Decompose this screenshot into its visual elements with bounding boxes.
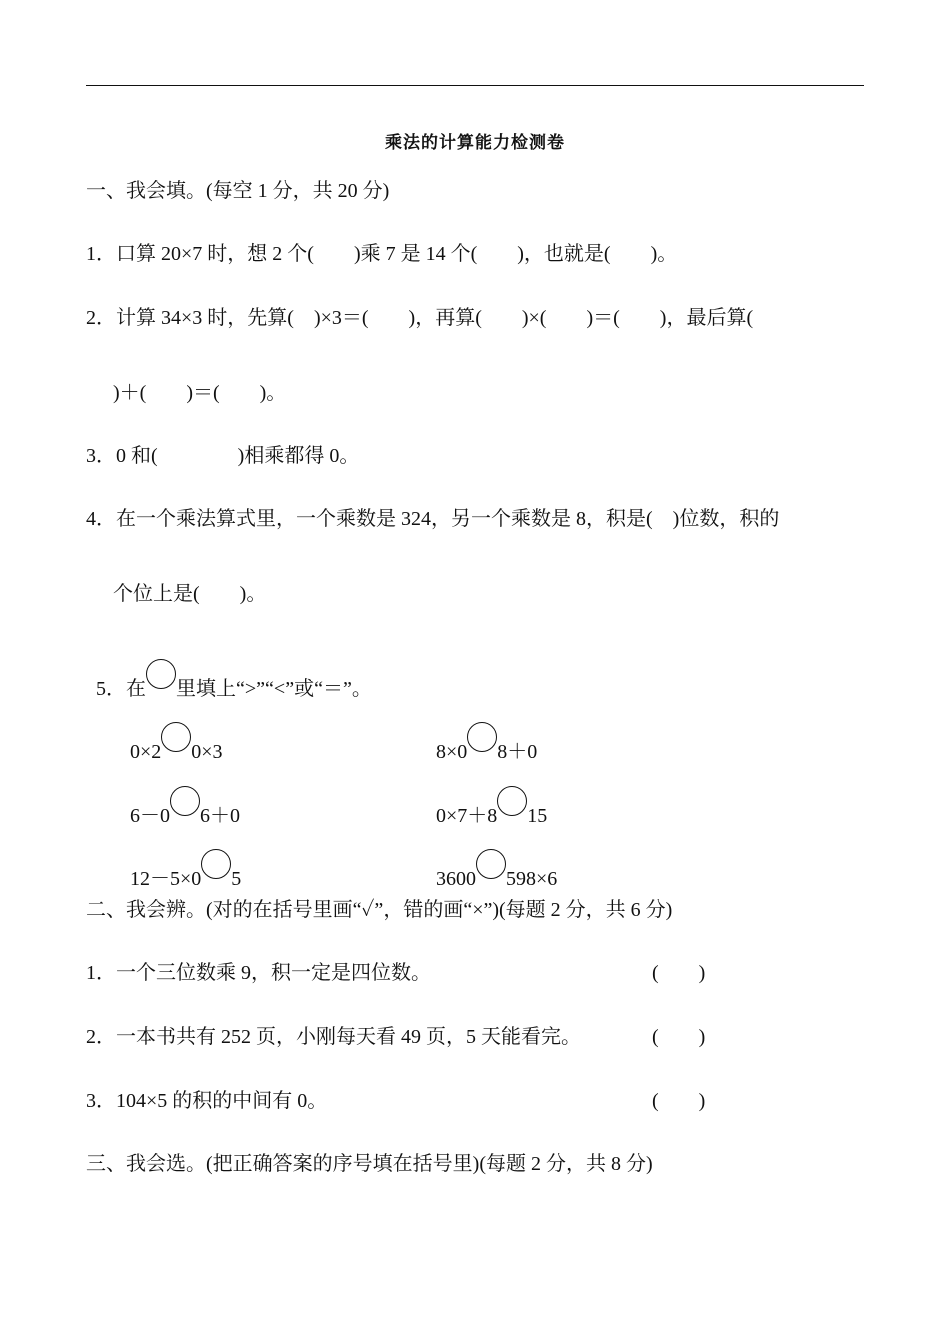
- compare-circle-icon[interactable]: [476, 849, 506, 879]
- compare-right: 6＋0: [200, 805, 240, 827]
- answer-paren-3[interactable]: ( ): [652, 1090, 706, 1112]
- compare-circle-icon[interactable]: [467, 722, 497, 752]
- question-2-line1: 2．计算 34×3 时，先算( )×3＝( )，再算( )×( )＝( )，最后算(: [86, 307, 754, 329]
- compare-left: 6－0: [130, 805, 170, 827]
- compare-left: 0×7＋8: [436, 805, 498, 827]
- judge-item-3: 3．104×5 的积的中间有 0。: [86, 1090, 328, 1112]
- compare-right: 0×3: [191, 741, 223, 763]
- compare-right: 15: [527, 805, 548, 827]
- section2-heading: 二、我会辨。(对的在括号里画“✓”，错的画“×”)(每题 2 分，共 6 分): [86, 899, 673, 921]
- answer-paren-1[interactable]: ( ): [652, 962, 706, 984]
- compare-circle-icon[interactable]: [497, 786, 527, 816]
- answer-paren-2[interactable]: ( ): [652, 1026, 706, 1048]
- judge-item-1: 1．一个三位数乘 9，积一定是四位数。: [86, 962, 431, 984]
- question-1: 1．口算 20×7 时，想 2 个( )乘 7 是 14 个( )，也就是( )。: [86, 243, 678, 265]
- question-3: 3．0 和( )相乘都得 0。: [86, 445, 360, 467]
- question-5-suffix: 里填上“>”“<”或“＝”。: [176, 678, 372, 700]
- compare-left: 3600: [436, 868, 476, 890]
- judge-item-2: 2．一本书共有 252 页，小刚每天看 49 页，5 天能看完。: [86, 1026, 581, 1048]
- compare-right: 598×6: [506, 868, 558, 890]
- question-4-line2: 个位上是( )。: [113, 583, 267, 605]
- question-4-line1: 4．在一个乘法算式里，一个乘数是 324，另一个乘数是 8，积是( )位数，积的: [86, 508, 780, 530]
- compare-left: 12－5×0: [130, 868, 202, 890]
- compare-left: 8×0: [436, 741, 468, 763]
- compare-circle-icon[interactable]: [146, 659, 176, 689]
- compare-circle-icon[interactable]: [161, 722, 191, 752]
- compare-item-1: [120, 706, 223, 765]
- compare-circle-icon[interactable]: [170, 786, 200, 816]
- compare-item-3: [120, 770, 240, 829]
- compare-circle-icon[interactable]: [201, 849, 231, 879]
- page-title: 乘法的计算能力检测卷: [385, 133, 565, 153]
- section1-heading: 一、我会填。(每空 1 分，共 20 分): [86, 180, 390, 202]
- compare-item-6: [426, 833, 557, 892]
- question-5: [86, 643, 372, 702]
- compare-right: 8＋0: [497, 741, 538, 763]
- compare-left: 0×2: [130, 741, 162, 763]
- compare-right: 5: [231, 868, 242, 890]
- compare-item-5: [120, 833, 241, 892]
- compare-item-2: [426, 706, 537, 765]
- compare-item-4: [426, 770, 547, 829]
- section3-heading: 三、我会选。(把正确答案的序号填在括号里)(每题 2 分，共 8 分): [86, 1153, 653, 1175]
- question-5-prefix: 5．在: [96, 678, 146, 700]
- question-2-line2: )＋( )＝( )。: [113, 382, 287, 404]
- header-rule: [86, 85, 864, 86]
